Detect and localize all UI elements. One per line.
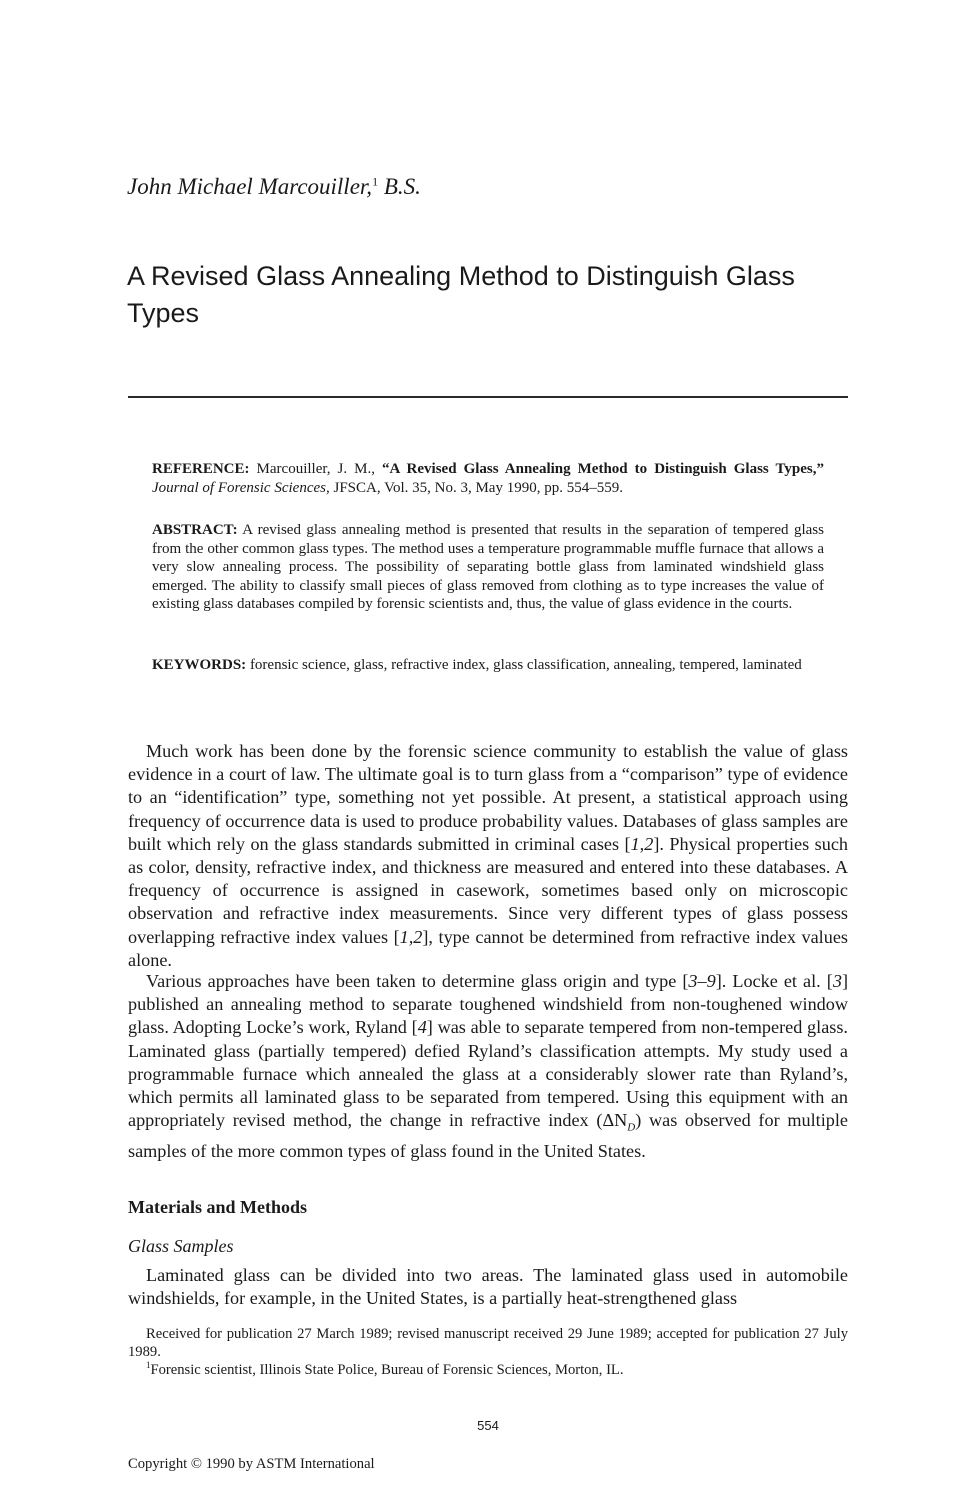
reference-article-title: “A Revised Glass Annealing Method to Distinguish Glass Types,”: [382, 461, 824, 477]
subscript: D: [627, 1121, 636, 1134]
citation: 3: [832, 971, 842, 991]
reference-label: REFERENCE:: [152, 461, 250, 477]
citation: 1,2: [399, 926, 423, 947]
author-name: John Michael Marcouiller,: [127, 174, 373, 199]
body-text: ] published an annealing method to separate toughened windshield from non-toughened window glass. Adopting Locke’s work, Ryland [: [128, 971, 848, 1038]
citation: 3–9: [688, 971, 716, 991]
body-paragraph-2: [128, 970, 848, 1163]
footnote-affiliation-text: Forensic scientist, Illinois State Police, Bureau of Forensic Sciences, Morton, IL.: [150, 1362, 624, 1378]
copyright-line: Copyright © 1990 by ASTM International: [128, 1456, 375, 1472]
citation: 4: [417, 1017, 427, 1038]
author-note-mark: 1: [372, 174, 379, 189]
section-heading: Materials and Methods: [128, 1197, 307, 1217]
body-text: Various approaches have been taken to determine glass origin and type [: [146, 971, 689, 991]
footnote-received: Received for publication 27 March 1989; revised manuscript received 29 June 1989; accepted for publication 27 July 1989.: [128, 1326, 848, 1360]
author-degree: B.S.: [383, 174, 421, 199]
subsection-heading: Glass Samples: [128, 1236, 234, 1256]
keywords-block: [152, 656, 824, 675]
body-text: ], type cannot be determined from refractive index values alone.: [128, 926, 848, 970]
footnote-affiliation: [128, 1362, 848, 1380]
abstract-label: ABSTRACT:: [152, 522, 238, 538]
reference-authors: Marcouiller, J. M.,: [256, 461, 375, 477]
body-paragraph-1: [128, 740, 848, 972]
title-divider: [128, 396, 848, 398]
footnote-mark: 1: [146, 1360, 151, 1371]
author-line: [127, 174, 421, 200]
body-paragraph-3: [128, 1264, 848, 1310]
body-text: ]. Locke et al. [: [715, 971, 833, 991]
abstract-block: [152, 521, 824, 614]
body-text: ] was able to separate tempered from non-tempered glass. Laminated glass (partially tempered) defied Ryland’s classification attempts. My study used a programmable furnace which annealed the glass at a considerably slower rate than Ryland’s, which permits all laminated glass to be separated from tempered. Using this equipment with an appropriately revised method, the change in refractive index (ΔN: [128, 1017, 848, 1131]
body-text: Much work has been done by the forensic science community to establish the value of glass evidence in a court of law. The ultimate goal is to turn glass from a “comparison” type of evidence to an “identification” type, something not yet possible. At present, a statistical approach using frequency of occurrence data is used to produce probability values. Databases of glass samples are built which rely on the glass standards submitted in criminal cases [: [128, 741, 848, 854]
reference-block: [152, 460, 824, 497]
body-text: ]. Physical properties such as color, density, refractive index, and thickness are measured and entered into these databases. A frequency of occurrence is assigned in casework, sometimes based only on microscopic observation and refractive index measurements. Since very different types of glass possess overlapping refractive index values [: [128, 833, 849, 947]
abstract-text: A revised glass annealing method is presented that results in the separation of tempered glass from the other common glass types. The method uses a temperature programmable muffle furnace that allows a very slow annealing process. The possibility of separating bottle glass from laminated windshield glass emerged. The ability to classify small pieces of glass removed from clothing as to type increases the value of existing glass databases compiled by forensic scientists and, thus, the value of glass evidence in the courts.: [152, 522, 824, 612]
reference-journal: Journal of Forensic Sciences,: [152, 479, 330, 496]
keywords-label: KEYWORDS:: [152, 657, 247, 673]
body-text: Laminated glass can be divided into two areas. The laminated glass used in automobile windshields, for example, in the United States, is a partially heat-strengthened glass: [128, 1265, 848, 1309]
reference-details: JFSCA, Vol. 35, No. 3, May 1990, pp. 554–559.: [333, 479, 623, 496]
keywords-text: forensic science, glass, refractive index, glass classification, annealing, tempered, laminated: [249, 657, 802, 673]
page-number: 554: [477, 1418, 499, 1433]
body-text: ) was observed for multiple samples of the more common types of glass found in the United States.: [128, 1110, 848, 1162]
article-title: A Revised Glass Annealing Method to Distinguish Glass Types: [127, 261, 795, 328]
citation: 1,2: [630, 833, 654, 854]
